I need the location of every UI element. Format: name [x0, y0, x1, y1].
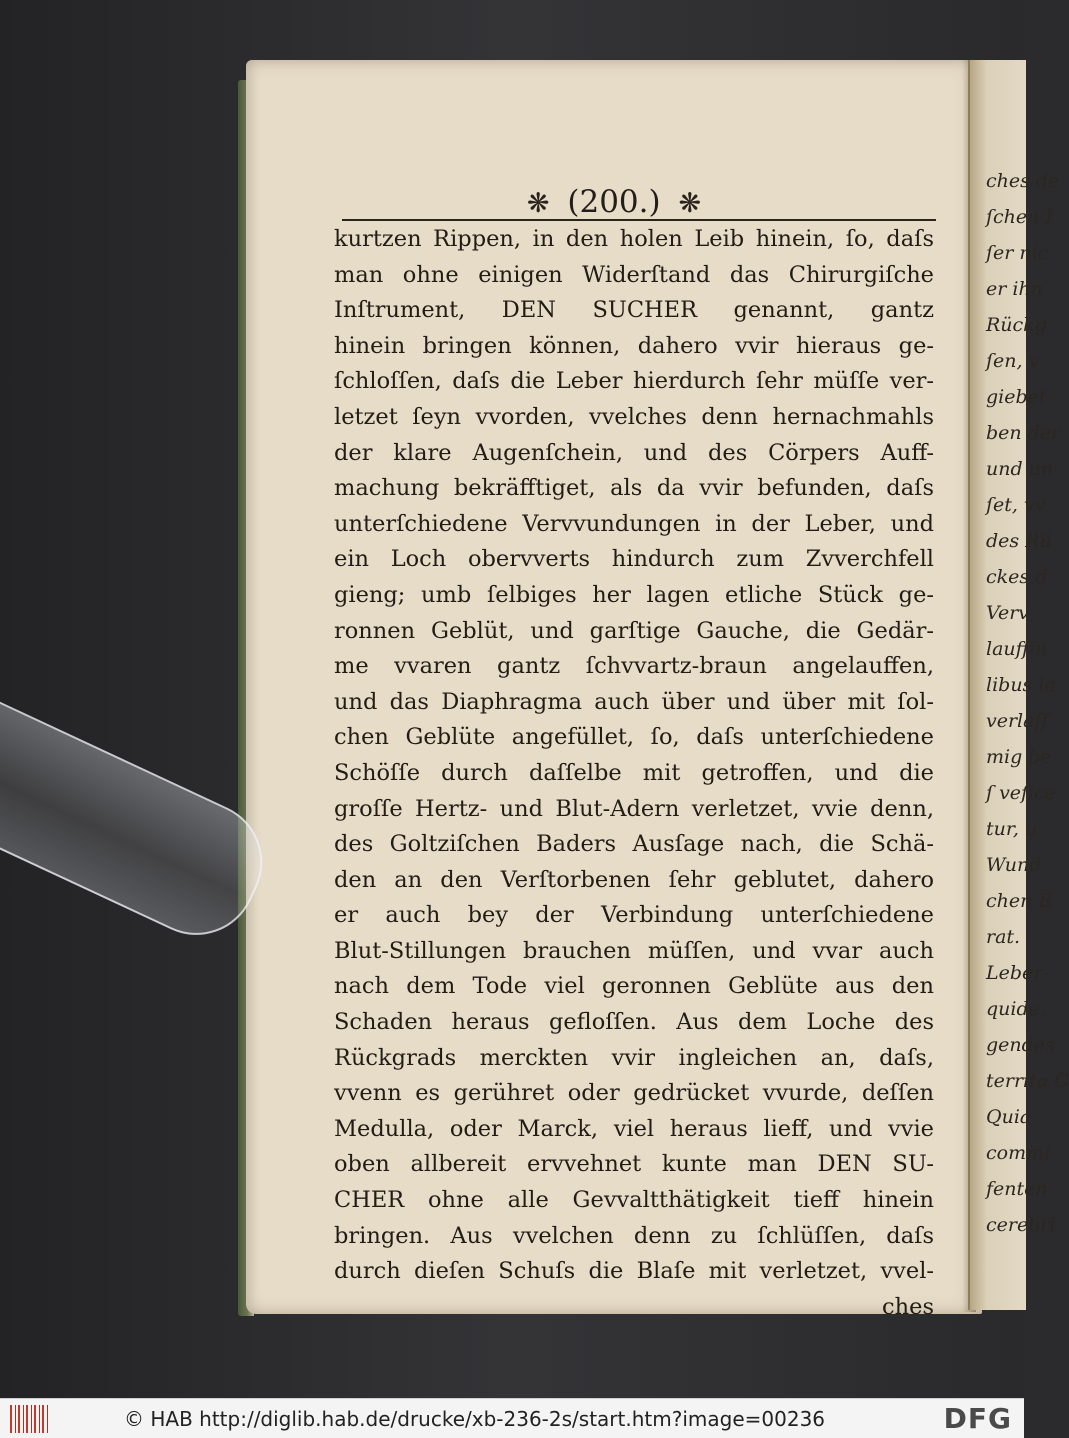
- facing-page-fragment: ſ veſice: [986, 782, 1057, 804]
- facing-page-fragment: chen E: [986, 890, 1053, 912]
- facing-page-fragment: mig be: [986, 746, 1052, 768]
- facing-page-fragment: ſer nic: [986, 242, 1049, 264]
- text-line: hinein bringen können, dahero vvir hieraus ge-: [334, 332, 934, 359]
- facing-page-edge: [968, 60, 1069, 1310]
- facing-page-fragment: Leber-: [986, 962, 1049, 984]
- facing-page-fragment: territa C: [986, 1070, 1069, 1092]
- text-line: ſchloſſen, daſs die Leber hierdurch ſehr müſſe ver-: [334, 368, 934, 395]
- dfg-logo: DFG: [943, 1402, 1012, 1435]
- text-line: Schaden heraus gefloſſen. Aus dem Loche des: [334, 1009, 934, 1036]
- text-line: letzet ſeyn vvorden, vvelches denn hernachmahls: [334, 403, 934, 430]
- facing-page-fragment: quide.: [986, 998, 1046, 1020]
- page-number: (200.): [567, 184, 661, 220]
- facing-page-fragment: Quia: [986, 1106, 1032, 1128]
- ornament-right-icon: ❋: [678, 188, 702, 219]
- text-line: me vvaren gantz ſchvvartz-braun angelauffen,: [334, 653, 934, 680]
- facing-page-fragment: ſet, vv: [986, 494, 1046, 516]
- text-line: den an den Verſtorbenen ſehr geblutet, dahero: [334, 866, 934, 893]
- facing-page-fragment: gendes: [986, 1034, 1055, 1056]
- facing-page-fragment: ches de: [986, 170, 1060, 192]
- body-text: [334, 222, 934, 1325]
- text-line: nach dem Tode viel geronnen Geblüte aus den: [334, 973, 934, 1000]
- facing-page-fragment: fenten: [986, 1178, 1048, 1200]
- facing-page-fragment: verlaſſ: [986, 710, 1049, 732]
- facing-page-fragment: Verv: [986, 602, 1030, 624]
- catchword: ches: [882, 1293, 934, 1320]
- facing-page-fragment: er ihn: [986, 278, 1043, 300]
- facing-page-fragment: ſchen I: [986, 206, 1053, 228]
- text-line: ein Loch obervverts hindurch zum Zvverchfell: [334, 546, 934, 573]
- viewer-footer: [0, 1398, 1024, 1438]
- text-line: Rückgrads merckten vvir ingleichen an, daſs,: [334, 1044, 934, 1071]
- text-line: und das Diaphragma auch über und über mit ſol-: [334, 688, 934, 715]
- text-line: groſſe Hertz- und Blut-Adern verletzet, vvie denn,: [334, 795, 934, 822]
- ornament-left-icon: ❋: [526, 188, 550, 219]
- text-line: gieng; umb ſelbiges her lagen etliche Stück ge-: [334, 581, 934, 608]
- text-line: man ohne einigen Widerſtand das Chirurgiſche: [334, 261, 934, 288]
- text-line: Medulla, oder Marck, viel heraus lieff, und vvie: [334, 1115, 934, 1142]
- text-line: unterſchiedene Vervvundungen in der Leber, und: [334, 510, 934, 537]
- book-page: [246, 60, 982, 1320]
- text-line: durch dieſen Schuſs die Blaſe mit verletzet, vvel-: [334, 1258, 934, 1285]
- facing-page-fragment: rat.: [986, 926, 1021, 948]
- facing-page-fragment: ckes d: [986, 566, 1048, 588]
- facing-page-fragment: commi: [986, 1142, 1051, 1164]
- facing-page-fragment: lauffin: [986, 638, 1048, 660]
- text-line: chen Geblüte angefüllet, ſo, daſs unterſchiedene: [334, 724, 934, 751]
- facing-page-fragment: ben der: [986, 422, 1061, 444]
- text-line: Inſtrument, DEN SUCHER genannt, gantz: [334, 297, 934, 324]
- text-line: Blut-Stillungen brauchen müſſen, und vvar auch: [334, 937, 934, 964]
- page-header: [246, 184, 982, 220]
- facing-page-fragment: des Rü: [986, 530, 1052, 552]
- text-line: ronnen Geblüt, und garſtige Gauche, die Gedär-: [334, 617, 934, 644]
- text-line: kurtzen Rippen, in den holen Leib hinein, ſo, daſs: [334, 226, 934, 252]
- header-rule: [342, 219, 936, 221]
- text-line: Schöſſe durch daſſelbe mit getroffen, und die: [334, 759, 934, 786]
- facing-page-fragment: ſen, v: [986, 350, 1040, 372]
- text-line: oben allbereit ervvehnet kunte man DEN SU-: [334, 1151, 934, 1178]
- facing-page-fragment: giebet: [986, 386, 1047, 408]
- facing-page-fragment: tur, u: [986, 818, 1038, 840]
- text-line: des Goltziſchen Baders Ausſage nach, die Schä-: [334, 831, 934, 858]
- text-line: machung bekräfftiget, als da vvir befunden, daſs: [334, 475, 934, 502]
- text-line: er auch bey der Verbindung unterſchiedene: [334, 902, 934, 929]
- barcode-icon: [10, 1405, 48, 1433]
- facing-page-fragment: Wund: [986, 854, 1042, 876]
- text-line: vvenn es gerühret oder gedrücket vvurde, deſſen: [334, 1080, 934, 1107]
- facing-page-fragment: Rückg: [986, 314, 1047, 336]
- text-line: der klare Augenſchein, und des Cörpers Auff-: [334, 439, 934, 466]
- text-line: CHER ohne alle Gevvaltthätigkeit tieff hinein: [334, 1187, 934, 1214]
- credit-link[interactable]: © HAB http://diglib.hab.de/drucke/xb-236-2s/start.htm?image=00236: [124, 1407, 826, 1431]
- text-line: bringen. Aus vvelchen denn zu ſchlüſſen, daſs: [334, 1222, 934, 1249]
- facing-page-fragment: cerebri: [986, 1214, 1056, 1236]
- facing-page-fragment: libus la: [986, 674, 1056, 696]
- facing-page-fragment: und un: [986, 458, 1054, 480]
